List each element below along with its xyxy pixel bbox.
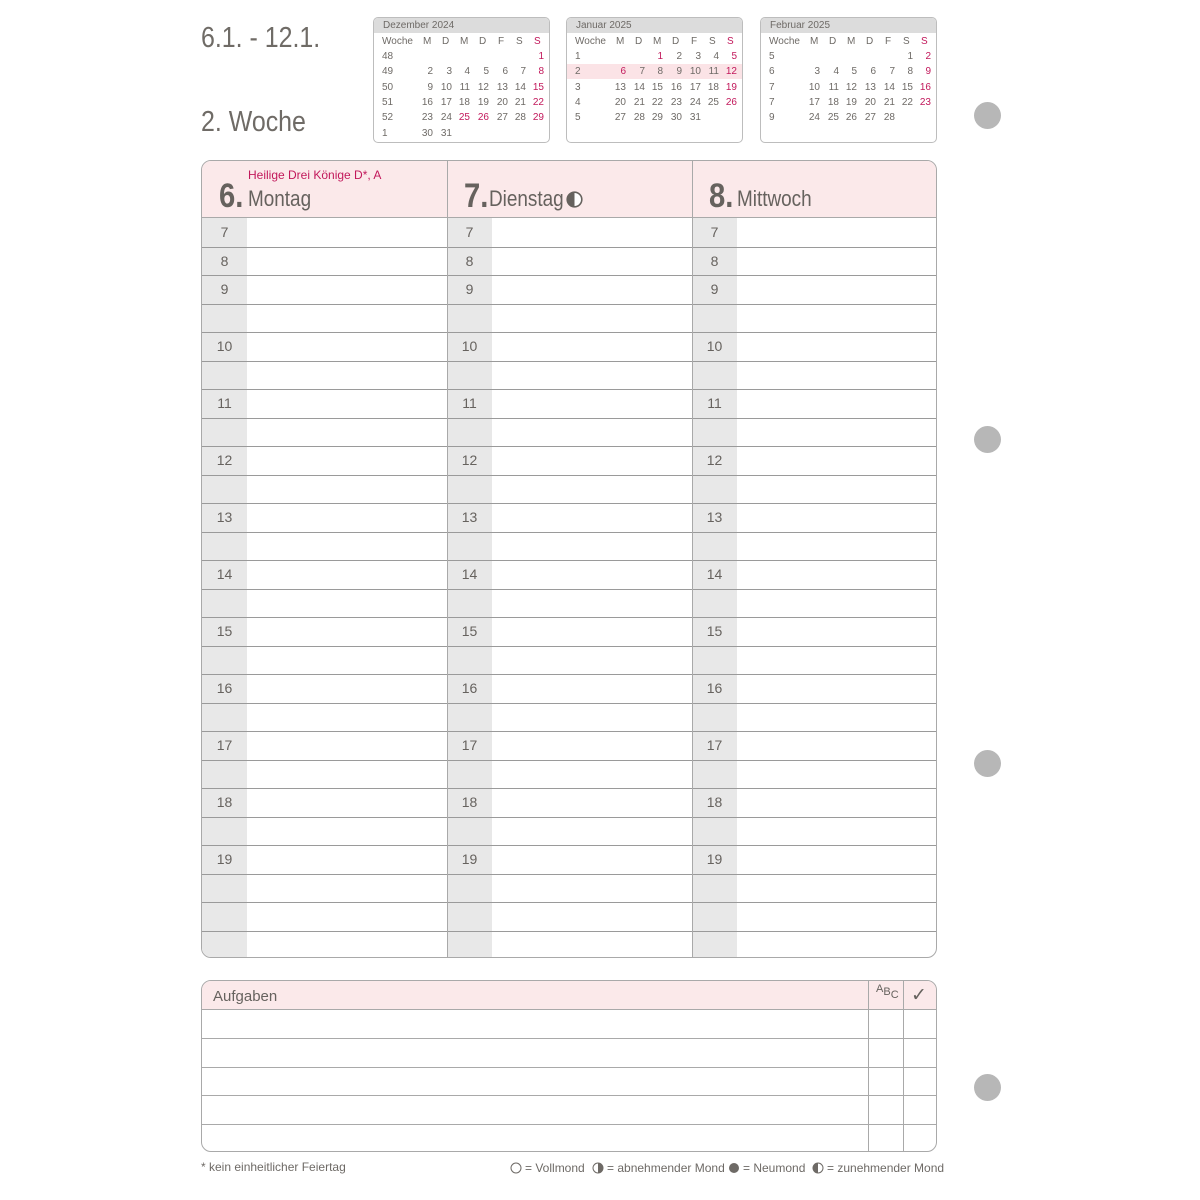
hour-label: 18 [216, 794, 233, 810]
calendar-day: 12 [845, 81, 857, 93]
calendar-day: 8 [538, 66, 544, 78]
calendar-day: 8 [907, 66, 913, 78]
first-quarter-moon-icon [566, 191, 583, 208]
hour-label: 12 [216, 452, 233, 468]
hour-label: 13 [706, 509, 723, 525]
mini-calendar-column-header: S [921, 36, 928, 47]
calendar-day: 14 [633, 81, 645, 93]
hour-label: 7 [710, 224, 719, 240]
calendar-day: 25 [458, 112, 470, 124]
hour-label: 14 [706, 566, 723, 582]
time-slot-line [447, 418, 692, 419]
calendar-day: 3 [695, 51, 701, 62]
checkmark-icon: ✓ [911, 985, 927, 1006]
time-slot-line [202, 646, 447, 647]
time-slot-line [447, 874, 692, 875]
week-number: 5 [769, 51, 775, 62]
calendar-day: 10 [440, 81, 452, 93]
mini-calendar-column-header: M [847, 36, 856, 47]
time-slot-line [447, 361, 692, 362]
calendar-day: 28 [633, 112, 645, 124]
calendar-day: 28 [514, 112, 526, 124]
time-slot-line [692, 874, 937, 875]
calendar-day: 27 [864, 112, 876, 124]
holiday-footnote: * kein einheitlicher Feiertag [201, 1160, 346, 1174]
hour-label: 10 [216, 338, 233, 354]
mini-calendar-february [760, 17, 937, 143]
legend-waning-moon: = abnehmender Mond [592, 1161, 725, 1175]
week-number: 4 [575, 96, 581, 108]
calendar-day: 22 [532, 96, 544, 108]
calendar-day: 1 [907, 51, 913, 62]
mini-calendar-column-header: M [810, 36, 819, 47]
week-label: 2. Woche [201, 106, 306, 138]
mini-calendar-column-header: Woche [769, 36, 800, 47]
hour-label: 10 [706, 338, 723, 354]
calendar-day: 5 [851, 66, 857, 78]
calendar-day: 3 [814, 66, 820, 78]
time-slot-line [692, 532, 937, 533]
week-number: 52 [382, 112, 394, 124]
mini-calendar-column-header: D [442, 36, 450, 47]
week-number: 5 [575, 112, 581, 124]
calendar-day: 18 [827, 96, 839, 108]
mini-calendar-column-header: D [635, 36, 643, 47]
time-slot-line [692, 646, 937, 647]
calendar-day: 13 [614, 81, 626, 93]
day-number: 7. [464, 177, 489, 215]
calendar-day: 6 [502, 66, 508, 78]
calendar-day: 6 [870, 66, 876, 78]
calendar-day: 6 [620, 66, 626, 78]
hour-label: 14 [216, 566, 233, 582]
hour-label: 11 [707, 395, 722, 411]
task-line [202, 1067, 936, 1068]
calendar-day: 16 [670, 81, 682, 93]
hour-label: 8 [465, 252, 474, 269]
day-column [202, 161, 447, 958]
calendar-day: 9 [427, 81, 433, 93]
calendar-day: 17 [808, 96, 820, 108]
hour-label: 9 [465, 281, 474, 297]
time-slot-line [692, 361, 937, 362]
time-slot-line [692, 931, 937, 932]
time-slot-line [447, 817, 692, 818]
calendar-day: 19 [845, 96, 857, 108]
time-slot-line [202, 361, 447, 362]
day-header [692, 161, 937, 218]
week-number: 1 [575, 51, 581, 62]
calendar-day: 12 [725, 66, 737, 78]
day-name: Dienstag [489, 186, 564, 211]
time-slot-line [447, 304, 692, 305]
calendar-day: 21 [633, 96, 645, 108]
time-slot-line [692, 418, 937, 419]
time-slot-line [202, 874, 447, 875]
calendar-day: 23 [919, 96, 931, 108]
calendar-day: 21 [514, 96, 526, 108]
hour-label: 8 [220, 252, 229, 269]
holiday-label: Heilige Drei Könige D*, A [248, 168, 382, 182]
priority-abc-icon: ABC [876, 983, 899, 1001]
hour-label: 16 [461, 680, 478, 696]
calendar-day: 12 [477, 81, 489, 93]
day-column [692, 161, 937, 958]
calendar-day: 4 [833, 66, 839, 78]
time-slot-line [692, 589, 937, 590]
time-slot-line [447, 902, 692, 903]
mini-calendar-column-header: Woche [575, 36, 606, 47]
calendar-day: 4 [464, 66, 470, 78]
mini-calendar-column-header: F [498, 36, 505, 47]
mini-calendar-column-header: M [616, 36, 625, 47]
time-slot-line [202, 931, 447, 932]
mini-calendar-column-header: F [691, 36, 698, 47]
tasks-title: Aufgaben [213, 988, 278, 1005]
time-slot-line [202, 475, 447, 476]
time-slot-line [692, 703, 937, 704]
calendar-day: 24 [808, 112, 820, 124]
time-slot-line [692, 760, 937, 761]
calendar-day: 9 [925, 66, 931, 78]
calendar-day: 5 [483, 66, 489, 78]
calendar-day: 30 [670, 112, 682, 124]
day-number: 8. [709, 177, 734, 215]
calendar-day: 18 [458, 96, 470, 108]
task-line [202, 1124, 936, 1125]
calendar-day: 10 [808, 81, 820, 93]
week-number: 48 [382, 51, 394, 62]
mini-calendar-column-header: M [423, 36, 432, 47]
calendar-day: 8 [657, 66, 663, 78]
mini-calendar-title: Dezember 2024 [374, 18, 549, 33]
week-number: 7 [769, 96, 775, 108]
binder-hole [974, 102, 1001, 129]
time-slot-line [202, 902, 447, 903]
mini-calendar-column-header: S [903, 36, 910, 47]
calendar-day: 17 [689, 81, 701, 93]
calendar-day: 3 [446, 66, 452, 78]
day-number: 6. [219, 177, 244, 215]
mini-calendar-column-header: S [516, 36, 523, 47]
calendar-day: 29 [532, 112, 544, 124]
calendar-day: 7 [639, 66, 645, 78]
calendar-day: 20 [864, 96, 876, 108]
day-name: Montag [248, 186, 312, 211]
calendar-day: 16 [919, 81, 931, 93]
week-number: 50 [382, 81, 394, 93]
hour-label: 16 [216, 680, 233, 696]
calendar-day: 23 [670, 96, 682, 108]
week-number: 51 [382, 96, 394, 108]
waning-moon-icon [592, 1162, 604, 1174]
calendar-day: 1 [538, 51, 544, 62]
hour-label: 7 [220, 224, 229, 240]
calendar-day: 28 [883, 112, 895, 124]
hour-label: 10 [461, 338, 478, 354]
calendar-day: 9 [676, 66, 682, 78]
time-slot-line [447, 475, 692, 476]
week-number: 2 [575, 66, 581, 78]
calendar-day: 14 [883, 81, 895, 93]
time-slot-line [447, 589, 692, 590]
calendar-day: 10 [689, 66, 701, 78]
mini-calendar-column-header: D [866, 36, 874, 47]
calendar-day: 15 [901, 81, 913, 93]
calendar-day: 20 [614, 96, 626, 108]
calendar-day: 4 [713, 51, 719, 62]
calendar-day: 2 [427, 66, 433, 78]
calendar-day: 29 [651, 112, 663, 124]
calendar-day: 17 [440, 96, 452, 108]
day-header [202, 161, 447, 218]
mini-calendar-column-header: S [727, 36, 734, 47]
hour-label: 19 [461, 851, 478, 867]
binder-hole [974, 1074, 1001, 1101]
week-number: 1 [382, 127, 388, 139]
hour-label: 17 [216, 737, 233, 753]
hour-label: 13 [461, 509, 478, 525]
time-slot-line [447, 760, 692, 761]
mini-calendar-january [566, 17, 743, 143]
time-slot-line [202, 589, 447, 590]
week-number: 6 [769, 66, 775, 78]
calendar-day: 31 [689, 112, 701, 124]
time-slot-line [202, 703, 447, 704]
time-slot-line [447, 703, 692, 704]
calendar-day: 19 [725, 81, 737, 93]
mini-calendar-column-header: M [460, 36, 469, 47]
mini-calendar-column-header: M [653, 36, 662, 47]
day-header [447, 161, 692, 218]
time-slot-line [692, 817, 937, 818]
calendar-day: 19 [477, 96, 489, 108]
time-slot-line [447, 532, 692, 533]
hour-label: 17 [461, 737, 478, 753]
column-divider [692, 161, 693, 958]
calendar-day: 7 [889, 66, 895, 78]
day-planner-grid [201, 160, 937, 958]
calendar-day: 1 [657, 51, 663, 62]
calendar-day: 5 [731, 51, 737, 62]
calendar-day: 26 [477, 112, 489, 124]
hour-label: 12 [461, 452, 478, 468]
mini-calendar-december [373, 17, 550, 143]
date-range: 6.1. - 12.1. [201, 22, 321, 54]
mini-calendar-title: Januar 2025 [567, 18, 742, 33]
time-slot-line [692, 475, 937, 476]
calendar-day: 25 [707, 96, 719, 108]
calendar-day: 30 [421, 127, 433, 139]
mini-calendar-column-header: D [829, 36, 837, 47]
week-number: 9 [769, 112, 775, 124]
calendar-day: 25 [827, 112, 839, 124]
hour-label: 14 [461, 566, 478, 582]
calendar-day: 15 [651, 81, 663, 93]
calendar-day: 7 [520, 66, 526, 78]
mini-calendar-column-header: Woche [382, 36, 413, 47]
calendar-day: 14 [514, 81, 526, 93]
time-slot-line [447, 646, 692, 647]
time-slot-line [202, 304, 447, 305]
new-moon-icon [728, 1162, 740, 1174]
time-slot-line [202, 418, 447, 419]
legend-new-moon: = Neumond [728, 1161, 805, 1175]
calendar-day: 22 [901, 96, 913, 108]
calendar-day: 11 [459, 81, 470, 93]
binder-hole [974, 426, 1001, 453]
column-divider [447, 161, 448, 958]
calendar-day: 16 [421, 96, 433, 108]
calendar-day: 13 [496, 81, 508, 93]
calendar-day: 22 [651, 96, 663, 108]
mini-calendar-column-header: D [479, 36, 487, 47]
calendar-day: 23 [421, 112, 433, 124]
mini-calendar-column-header: D [672, 36, 680, 47]
hour-label: 9 [710, 281, 719, 297]
calendar-day: 26 [845, 112, 857, 124]
task-line [202, 1038, 936, 1039]
hour-label: 13 [216, 509, 233, 525]
hour-label: 9 [220, 281, 229, 297]
day-name: Mittwoch [737, 186, 812, 211]
week-number: 7 [769, 81, 775, 93]
full-moon-icon [510, 1162, 522, 1174]
calendar-day: 15 [532, 81, 544, 93]
calendar-day: 21 [883, 96, 895, 108]
hour-label: 8 [710, 252, 719, 269]
calendar-day: 20 [496, 96, 508, 108]
calendar-day: 24 [689, 96, 701, 108]
legend-waxing-moon: = zunehmender Mond [812, 1161, 944, 1175]
time-slot-line [202, 760, 447, 761]
calendar-day: 27 [614, 112, 626, 124]
time-slot-line [692, 902, 937, 903]
tasks-section [201, 980, 937, 1152]
tasks-header [202, 981, 936, 1010]
calendar-day: 31 [440, 127, 452, 139]
hour-label: 17 [706, 737, 723, 753]
mini-calendar-title: Februar 2025 [761, 18, 936, 33]
week-number: 49 [382, 66, 394, 78]
calendar-day: 24 [440, 112, 452, 124]
day-column [447, 161, 692, 958]
week-number: 3 [575, 81, 581, 93]
calendar-day: 2 [676, 51, 682, 62]
hour-label: 15 [216, 623, 233, 639]
hour-label: 19 [216, 851, 233, 867]
hour-label: 16 [706, 680, 723, 696]
mini-calendar-column-header: S [534, 36, 541, 47]
time-slot-line [447, 931, 692, 932]
hour-label: 7 [465, 224, 474, 240]
calendar-day: 26 [725, 96, 737, 108]
hour-label: 15 [706, 623, 723, 639]
mini-calendar-column-header: S [709, 36, 716, 47]
time-slot-line [202, 532, 447, 533]
calendar-day: 11 [708, 66, 719, 78]
hour-label: 19 [706, 851, 723, 867]
hour-label: 18 [461, 794, 478, 810]
mini-calendar-column-header: F [885, 36, 892, 47]
hour-label: 11 [462, 395, 477, 411]
calendar-day: 27 [496, 112, 508, 124]
time-slot-line [202, 817, 447, 818]
calendar-day: 11 [828, 81, 839, 93]
binder-hole [974, 750, 1001, 777]
legend-full-moon: = Vollmond [510, 1161, 585, 1175]
waxing-moon-icon [812, 1162, 824, 1174]
time-slot-line [692, 304, 937, 305]
calendar-day: 2 [925, 51, 931, 62]
hour-label: 11 [217, 395, 232, 411]
calendar-day: 18 [707, 81, 719, 93]
calendar-day: 13 [864, 81, 876, 93]
task-line [202, 1095, 936, 1096]
hour-label: 15 [461, 623, 478, 639]
hour-label: 18 [706, 794, 723, 810]
hour-label: 12 [706, 452, 723, 468]
